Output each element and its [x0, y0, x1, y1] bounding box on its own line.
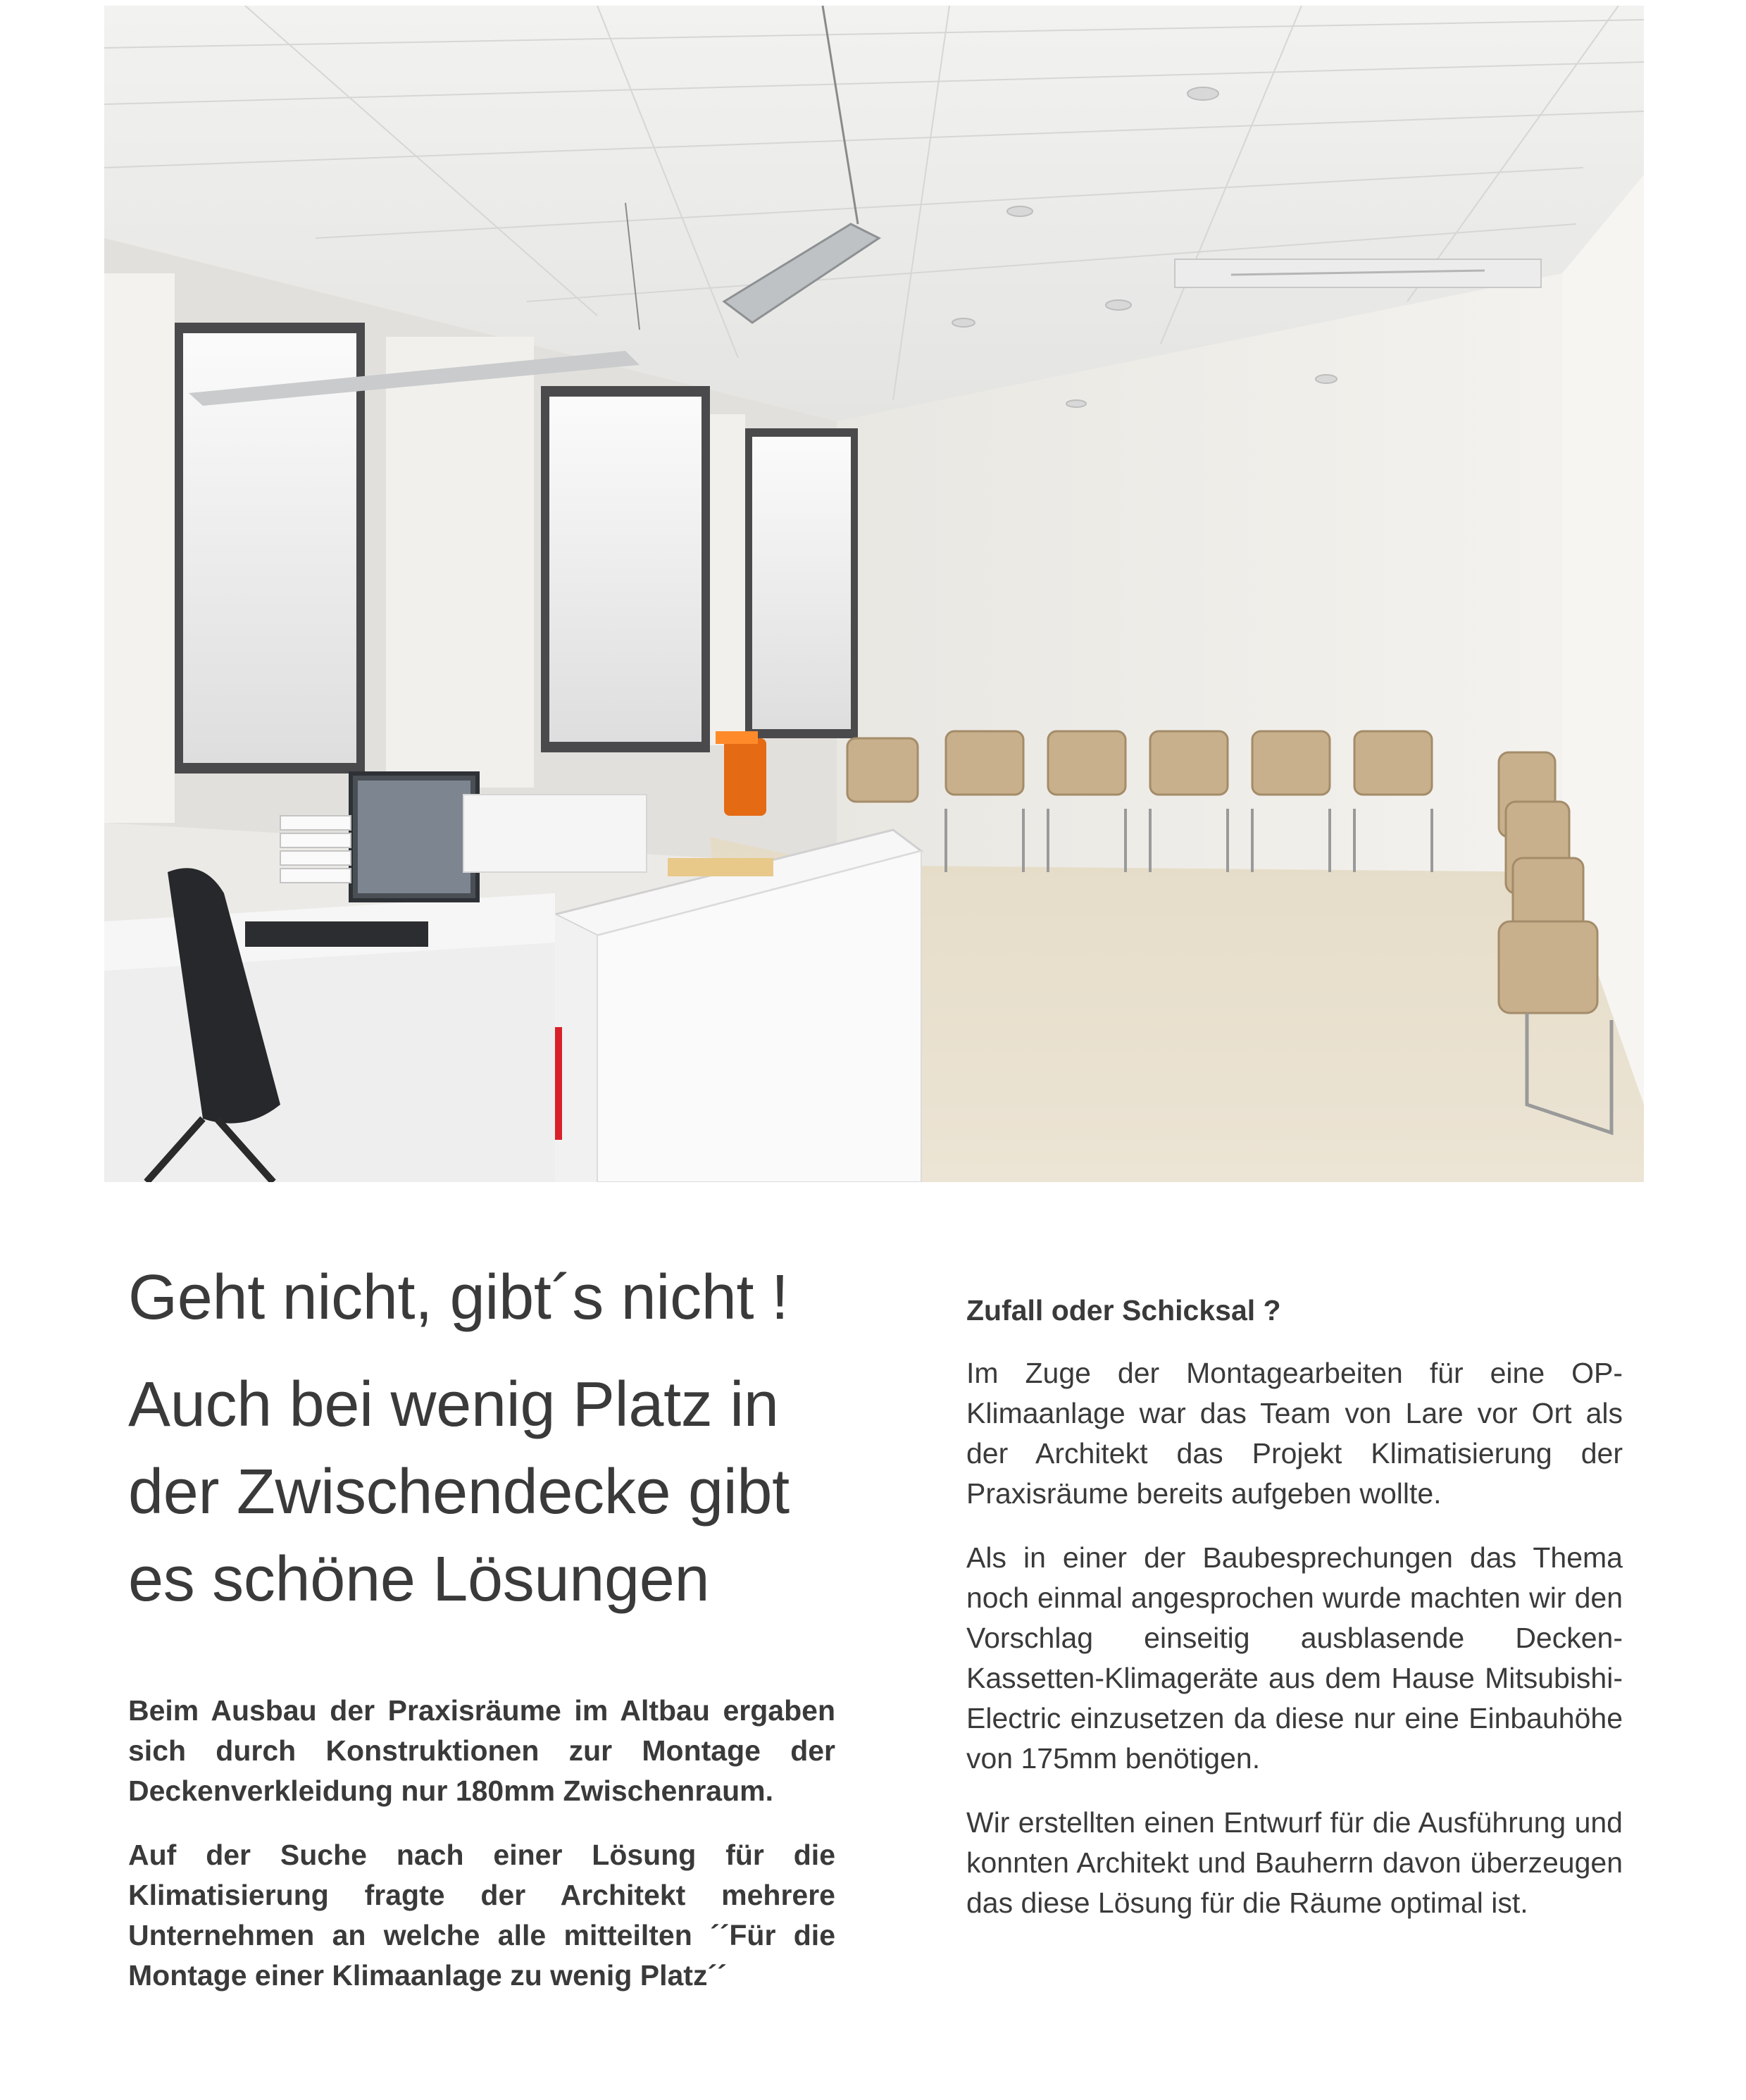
lead-paragraph-1: Beim Ausbau der Praxisräume im Altbau ergaben sich durch Konstruktionen zur Montage der Deckenverkleidung nur 180mm Zwischenraum.	[128, 1694, 835, 1807]
body-paragraph-1: Im Zuge der Montagearbeiten für eine OP-Klimaanlage war das Team von Lare vor Ort als der Architekt das Projekt Klimatisierung der Praxisräume bereits aufgeben wollte.	[966, 1357, 1623, 1510]
office-photo	[104, 6, 1644, 1182]
headline-secondary: Auch bei wenig Platz in der Zwischendecke gibt es schöne Lösungen	[128, 1369, 790, 1615]
lead-paragraph-2: Auf der Suche nach einer Lösung für die Klimatisierung fragte der Architekt mehrere Unternehmen an welche alle mitteilten ´´Für die Montage einer Klimaanlage zu wenig Platz´´	[128, 1839, 835, 1992]
headline-primary: Geht nicht, gibt´s nicht !	[128, 1262, 789, 1333]
section-heading: Zufall oder Schicksal ?	[966, 1294, 1281, 1327]
body-paragraph-3: Wir erstellten einen Entwurf für die Ausführung und konnten Architekt und Bauherrn davon überzeugen das diese Lösung für die Räume optimal ist.	[966, 1806, 1623, 1919]
body-paragraph-2: Als in einer der Baubesprechungen das Thema noch einmal angesprochen wurde machten wir den Vorschlag einseitig ausblasende Decken-Kassetten-Klimageräte aus dem Hause Mitsubishi-Electric einzusetzen da diese nur eine Einbauhöhe von 175mm benötigen.	[966, 1541, 1623, 1775]
right-column	[966, 1291, 1623, 1947]
left-column	[128, 1254, 835, 2020]
